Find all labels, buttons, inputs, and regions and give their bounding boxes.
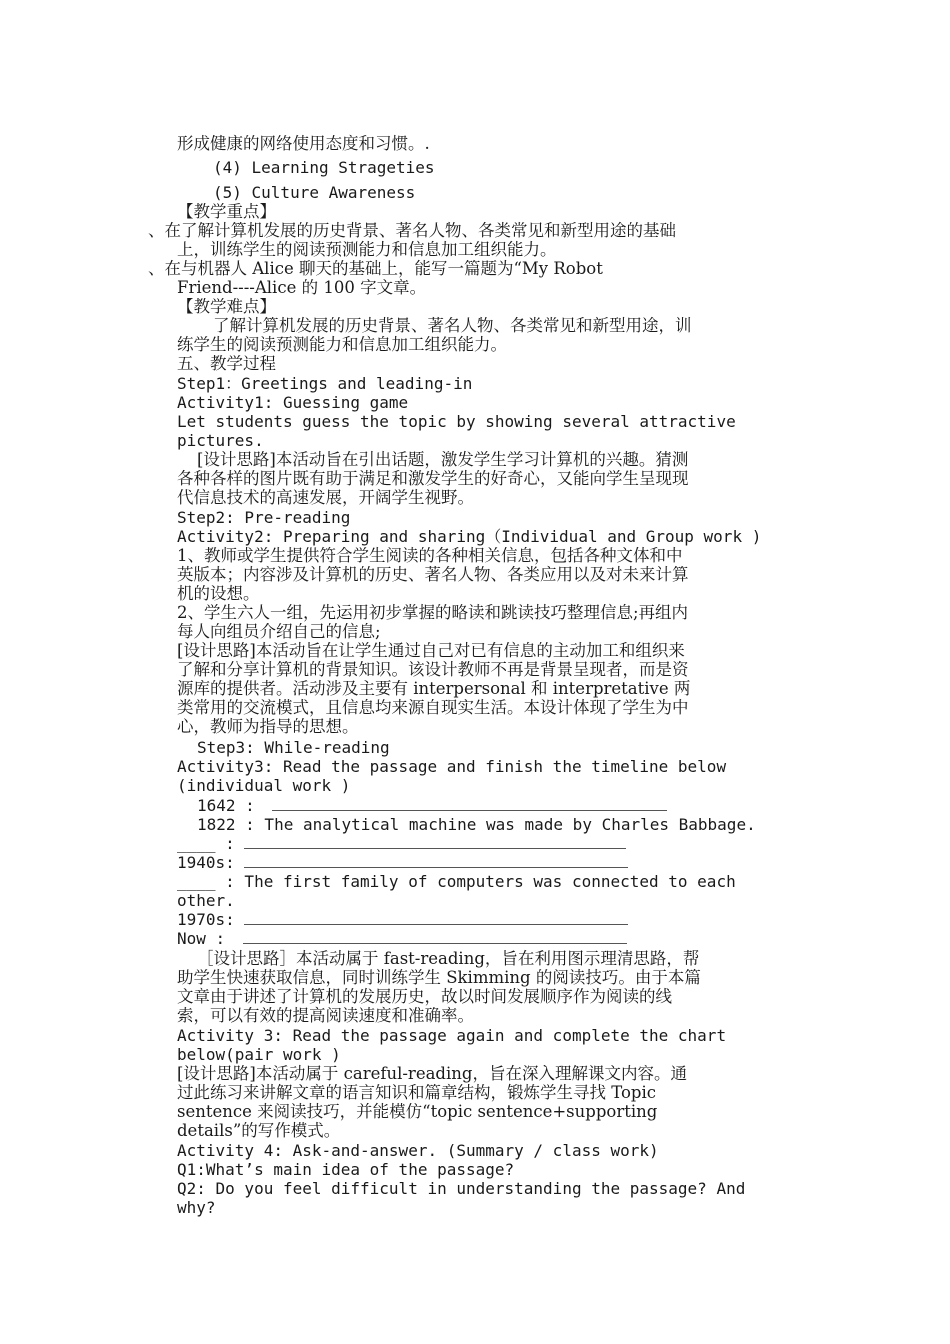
text-line: Activity 4: Ask-and-answer. (Summary / class work) [177,1141,659,1160]
timeline-year: 1970s: [177,910,235,929]
text-line: 英版本；内容涉及计算机的历史、著名人物、各类应用以及对未来计算 [177,565,689,584]
text-line: Activity3: Read the passage and finish the timeline below [177,757,727,776]
text-line: ____ : The first family of computers was connected to each [177,872,736,891]
text-line: 上，训练学生的阅读预测能力和信息加工组织能力。 [177,240,557,259]
section-heading: 【教学难点】 [177,297,276,316]
text-line: 1822 : The analytical machine was made by Charles Babbage. [197,815,756,834]
text-line: 代信息技术的高速发展，开阔学生视野。 [177,488,474,507]
text-line: 练学生的阅读预测能力和信息加工组织能力。 [177,335,507,354]
text-line: (4) Learning Strageties [213,158,435,177]
text-line: Q2: Do you feel difficult in understanding the passage? And [177,1179,746,1198]
text-line: Step3: While-reading [197,738,390,757]
text-line: Friend----Alice 的 100 字文章。 [177,278,427,297]
text-line: (individual work ) [177,776,351,795]
text-line: Step2: Pre-reading [177,508,351,527]
text-line: Q1:What’s main idea of the passage? [177,1160,515,1179]
text-line: [设计思路]本活动旨在让学生通过自己对已有信息的主动加工和组织来 [177,641,685,660]
text-line: 各种各样的图片既有助于满足和激发学生的好奇心，又能向学生呈现现 [177,469,689,488]
text-line: 助学生快速获取信息，同时训练学生 Skimming 的阅读技巧。由于本篇 [177,968,701,987]
answer-blank[interactable] [244,834,626,849]
text-line: 源库的提供者。活动涉及主要有 interpersonal 和 interpretative 两 [177,679,691,698]
text-line: 文章由于讲述了计算机的发展历史，故以时间发展顺序作为阅读的线 [177,987,672,1006]
section-heading: 五、教学过程 [177,354,276,373]
answer-blank[interactable] [244,853,628,868]
text-line: 了解计算机发展的历史背景、著名人物、各类常见和新型用途，训 [213,316,692,335]
answer-blank[interactable] [272,796,667,811]
text-line: 每人向组员介绍自己的信息; [177,622,381,641]
answer-blank[interactable] [243,929,627,944]
timeline-year: Now : [177,929,226,948]
section-heading: 【教学重点】 [177,202,276,221]
text-line: other. [177,891,235,910]
timeline-year: 1642 : [197,796,255,815]
text-line: sentence 来阅读技巧，并能模仿“topic sentence+supporting [177,1102,658,1121]
timeline-row [197,796,667,815]
text-line: 过此练习来讲解文章的语言知识和篇章结构，锻炼学生寻找 Topic [177,1083,656,1102]
text-line: (5) Culture Awareness [213,183,416,202]
text-line: [设计思路]本活动属于 careful-reading，旨在深入理解课文内容。通 [177,1064,687,1083]
text-line: 类常用的交流模式，且信息均来源自现实生活。本设计体现了学生为中 [177,698,689,717]
text-line: 、在与机器人 Alice 聊天的基础上，能写一篇题为“My Robot [148,259,603,278]
text-line: Step1：Greetings and leading-in [177,374,473,393]
timeline-row [177,910,628,929]
text-line: below(pair work ) [177,1045,341,1064]
text-line: 1、教师或学生提供符合学生阅读的各种相关信息，包括各种文体和中 [177,546,683,565]
text-line: 心，教师为指导的思想。 [177,717,359,736]
timeline-year: ____ : [177,834,235,853]
text-line: Activity2: Preparing and sharing（Individual and Group work ) [177,527,762,546]
text-line: details”的写作模式。 [177,1121,341,1140]
timeline-row [177,929,627,948]
answer-blank[interactable] [244,910,628,925]
text-line: ［设计思路］本活动属于 fast-reading，旨在利用图示理清思路，帮 [197,949,700,968]
text-line: Activity 3: Read the passage again and complete the chart [177,1026,727,1045]
timeline-row [177,853,628,872]
text-line: pictures. [177,431,264,450]
text-line: 机的设想。 [177,584,260,603]
text-line: Let students guess the topic by showing several attractive [177,412,736,431]
text-line: Activity1: Guessing game [177,393,409,412]
timeline-row [177,834,626,853]
text-line: 、在了解计算机发展的历史背景、著名人物、各类常见和新型用途的基础 [148,221,676,240]
text-line: 2、学生六人一组，先运用初步掌握的略读和跳读技巧整理信息;再组内 [177,603,689,622]
text-line: [设计思路]本活动旨在引出话题，激发学生学习计算机的兴趣。猜测 [197,450,689,469]
text-line: why? [177,1198,216,1217]
text-line: 形成健康的网络使用态度和习惯。. [177,134,430,153]
text-line: 索，可以有效的提高阅读速度和准确率。 [177,1006,474,1025]
text-line: 了解和分享计算机的背景知识。该设计教师不再是背景呈现者，而是资 [177,660,689,679]
timeline-year: 1940s: [177,853,235,872]
